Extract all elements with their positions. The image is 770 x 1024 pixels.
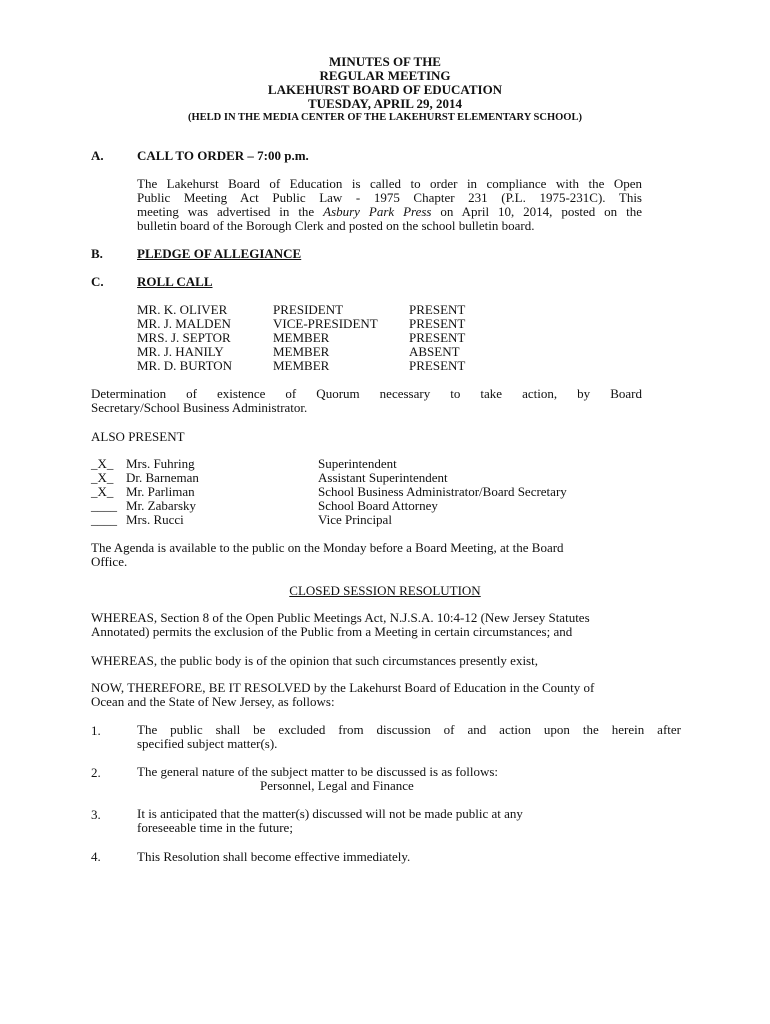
attendance-mark: _X_ [91, 484, 114, 499]
section-a-heading: CALL TO ORDER – 7:00 p.m. [137, 148, 309, 163]
attendee-title: School Board Attorney [318, 498, 438, 513]
attendee-titles [318, 457, 567, 527]
section-b-heading: PLEDGE OF ALLEGIANCE [137, 246, 302, 261]
section-a-letter: A. [91, 148, 104, 163]
attendee-name: Mr. Zabarsky [126, 498, 197, 513]
item-2-line-1: The general nature of the subject matter to be discussed is as follows: [137, 764, 499, 779]
header-line-1: MINUTES OF THE [329, 54, 441, 69]
whereas-1-line-1: WHEREAS, Section 8 of the Open Public Meetings Act, N.J.S.A. 10:4-12 (New Jersey Statutes [91, 610, 590, 625]
member-status: PRESENT [409, 358, 466, 373]
agenda-paragraph [91, 541, 651, 569]
member-name: MR. D. BURTON [137, 358, 233, 373]
attendee-name: Mrs. Fuhring [126, 456, 195, 471]
member-role: VICE-PRESIDENT [273, 316, 378, 331]
closed-session-heading: CLOSED SESSION RESOLUTION [289, 583, 481, 598]
member-name: MR. J. MALDEN [137, 316, 231, 331]
attendee-title: Assistant Superintendent [318, 470, 448, 485]
member-name: MRS. J. SEPTOR [137, 330, 231, 345]
whereas-1-paragraph [91, 611, 691, 639]
attendee-title: Vice Principal [318, 512, 392, 527]
item-2-text [137, 765, 681, 793]
attendance-mark: _X_ [91, 470, 114, 485]
also-present-heading: ALSO PRESENT [91, 429, 185, 444]
attendee-name: Mr. Parliman [126, 484, 195, 499]
item-3-line-2: foreseeable time in the future; [137, 820, 293, 835]
item-1-line-1: The public shall be excluded from discussion of and action upon the herein after [137, 722, 681, 737]
header-line-4: TUESDAY, APRIL 29, 2014 [307, 96, 462, 111]
call-to-order-line-4: bulletin board of the Borough Clerk and posted on the school bulletin board. [137, 218, 535, 233]
item-2-number: 2. [91, 765, 101, 780]
member-role: PRESIDENT [273, 302, 344, 317]
roll-call-status [409, 303, 465, 373]
agenda-line-2: Office. [91, 554, 128, 569]
newspaper-name: Asbury Park Press [323, 204, 432, 219]
call-to-order-line-3 [137, 205, 642, 219]
item-2-line-2: Personnel, Legal and Finance [260, 778, 414, 793]
header-line-2: REGULAR MEETING [319, 68, 451, 83]
member-status: PRESENT [409, 302, 466, 317]
roll-call-roles [273, 303, 378, 373]
member-status: PRESENT [409, 316, 466, 331]
member-name: MR. J. HANILY [137, 344, 224, 359]
member-role: MEMBER [273, 344, 330, 359]
item-3-number: 3. [91, 807, 101, 822]
attendance-mark: _X_ [91, 456, 114, 471]
item-4-number: 4. [91, 849, 101, 864]
member-name: MR. K. OLIVER [137, 302, 228, 317]
item-3-line-1: It is anticipated that the matter(s) discussed will not be made public at any [137, 806, 523, 821]
section-c-letter: C. [91, 274, 104, 289]
attendance-mark: ____ [91, 512, 117, 527]
attendee-title: School Business Administrator/Board Secretary [318, 484, 567, 499]
attendance-marks [91, 457, 117, 527]
item-1-text [137, 723, 681, 751]
call-to-order-line-3-post: on April 10, 2014, posted on the [431, 204, 642, 219]
resolved-paragraph [91, 681, 691, 709]
header-line-5: (HELD IN THE MEDIA CENTER OF THE LAKEHURST ELEMENTARY SCHOOL) [188, 112, 582, 123]
member-role: MEMBER [273, 330, 330, 345]
member-status: PRESENT [409, 330, 466, 345]
item-4-text: This Resolution shall become effective immediately. [137, 849, 411, 864]
section-c-heading: ROLL CALL [137, 274, 213, 289]
resolved-line-2: Ocean and the State of New Jersey, as follows: [91, 694, 335, 709]
member-role: MEMBER [273, 358, 330, 373]
call-to-order-line-2: Public Meeting Act Public Law - 1975 Chapter 231 (P.L. 1975-231C). This [137, 190, 642, 205]
attendee-names [126, 457, 199, 527]
section-b-letter: B. [91, 246, 103, 261]
member-status: ABSENT [409, 344, 460, 359]
item-1-number: 1. [91, 723, 101, 738]
quorum-line-1: Determination of existence of Quorum necessary to take action, by Board [91, 386, 642, 401]
resolved-line-1: NOW, THEREFORE, BE IT RESOLVED by the Lakehurst Board of Education in the County of [91, 680, 595, 695]
attendance-mark: ____ [91, 498, 117, 513]
call-to-order-paragraph [137, 177, 642, 233]
whereas-2-paragraph: WHEREAS, the public body is of the opinion that such circumstances presently exist, [91, 653, 538, 668]
attendee-name: Dr. Barneman [126, 470, 199, 485]
quorum-paragraph [91, 387, 642, 415]
item-1-line-2: specified subject matter(s). [137, 736, 278, 751]
attendee-title: Superintendent [318, 456, 397, 471]
agenda-line-1: The Agenda is available to the public on the Monday before a Board Meeting, at the Board [91, 540, 564, 555]
roll-call-names [137, 303, 232, 373]
attendee-name: Mrs. Rucci [126, 512, 184, 527]
item-3-text [137, 807, 681, 835]
quorum-line-2: Secretary/School Business Administrator. [91, 400, 308, 415]
whereas-1-line-2: Annotated) permits the exclusion of the Public from a Meeting in certain circumstances; and [91, 624, 573, 639]
call-to-order-line-3-pre: meeting was advertised in the [137, 204, 324, 219]
call-to-order-line-1: The Lakehurst Board of Education is called to order in compliance with the Open [137, 176, 642, 191]
header-line-3: LAKEHURST BOARD OF EDUCATION [267, 82, 503, 97]
